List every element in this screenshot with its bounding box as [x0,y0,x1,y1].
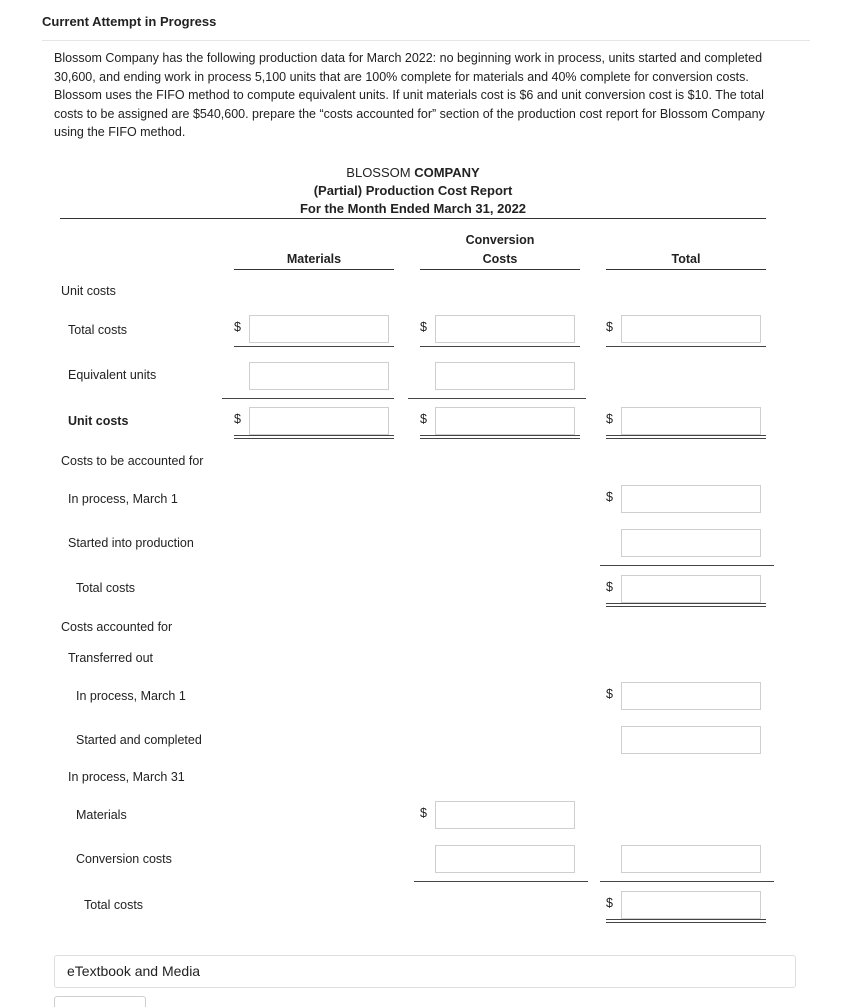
ending-total-underline [600,881,774,882]
currency-sign: $ [234,320,241,334]
equiv-units-materials-input[interactable] [249,362,389,390]
ending-conversion-underline [414,881,588,882]
report-subtitle: (Partial) Production Cost Report [313,183,513,198]
col-total: Total [671,252,701,266]
etextbook-media-panel[interactable]: eTextbook and Media [54,955,796,988]
total-costs-to-account-input[interactable] [621,575,761,603]
in-process-march1-input[interactable] [621,485,761,513]
unit-costs-materials-input[interactable] [249,407,389,435]
started-into-production-input[interactable] [621,529,761,557]
currency-sign: $ [606,490,613,504]
started-into-production-underline [600,565,774,566]
equiv-units-conversion-input[interactable] [435,362,575,390]
unit-costs-total-double-underline [606,435,766,439]
currency-sign: $ [606,320,613,334]
col-materials-rule [234,269,394,270]
equiv-units-materials-underline [222,398,394,399]
currency-sign: $ [420,320,427,334]
currency-sign: $ [606,896,613,910]
currency-sign: $ [420,806,427,820]
in-process-march31-label: In process, March 31 [68,770,185,784]
total-costs-total-underline [606,346,766,347]
costs-to-be-accounted-label: Costs to be accounted for [61,454,204,468]
col-conversion-2: Costs [482,252,518,266]
total-costs-accounted-label: Total costs [84,898,144,912]
total-costs-label: Total costs [68,323,128,337]
attempt-header: Current Attempt in Progress [42,14,217,29]
total-costs-materials-underline [234,346,394,347]
transferred-in-process-march1-label: In process, March 1 [76,689,186,703]
ending-conversion-label: Conversion costs [76,852,172,866]
next-panel-stub [54,996,146,1007]
started-and-completed-input[interactable] [621,726,761,754]
currency-sign: $ [420,412,427,426]
unit-costs-total-input[interactable] [621,407,761,435]
unit-costs-row-label: Unit costs [68,414,129,428]
equivalent-units-label: Equivalent units [68,368,157,382]
col-conversion-rule [420,269,580,270]
unit-costs-section-label: Unit costs [61,284,116,298]
ending-materials-label: Materials [76,808,127,822]
currency-sign: $ [234,412,241,426]
total-costs-materials-input[interactable] [249,315,389,343]
started-and-completed-label: Started and completed [76,733,202,747]
report-title-rule [60,218,766,219]
unit-costs-conversion-input[interactable] [435,407,575,435]
company-prefix: BLOSSOM [346,165,415,180]
report-period: For the Month Ended March 31, 2022 [299,201,527,216]
header-divider [42,40,810,41]
transferred-out-label: Transferred out [68,651,153,665]
currency-sign: $ [606,412,613,426]
total-costs-to-account-double-underline [606,603,766,607]
col-conversion-1: Conversion [465,233,535,247]
transferred-in-process-march1-input[interactable] [621,682,761,710]
report-company [220,165,606,180]
unit-costs-conversion-double-underline [420,435,580,439]
unit-costs-materials-double-underline [234,435,394,439]
ending-total-input[interactable] [621,845,761,873]
total-costs-accounted-double-underline [606,919,766,923]
problem-text: Blossom Company has the following production data for March 2022: no beginning work in process, units started and completed 30,600, and ending work in process 5,100 units that are 100% complete for materials and 40% complete for conversion costs. Blossom uses the FIFO method to compute equivalent units. If unit materials cost is $6 and unit conversion cost is $10. The total costs to be assigned are $540,600. prepare the “costs accounted for” section of the production cost report for Blossom Company using the FIFO method. [54,51,765,139]
total-costs-total-input[interactable] [621,315,761,343]
col-materials: Materials [286,252,342,266]
started-into-production-label: Started into production [68,536,194,550]
currency-sign: $ [606,580,613,594]
col-total-rule [606,269,766,270]
in-process-march1-label: In process, March 1 [68,492,178,506]
total-costs-conversion-input[interactable] [435,315,575,343]
costs-accounted-for-label: Costs accounted for [61,620,173,634]
ending-conversion-input[interactable] [435,845,575,873]
currency-sign: $ [606,687,613,701]
ending-materials-input[interactable] [435,801,575,829]
total-costs-to-account-label: Total costs [76,581,136,595]
total-costs-accounted-input[interactable] [621,891,761,919]
equiv-units-conversion-underline [408,398,586,399]
company-suffix: COMPANY [414,165,480,180]
total-costs-conversion-underline [420,346,580,347]
